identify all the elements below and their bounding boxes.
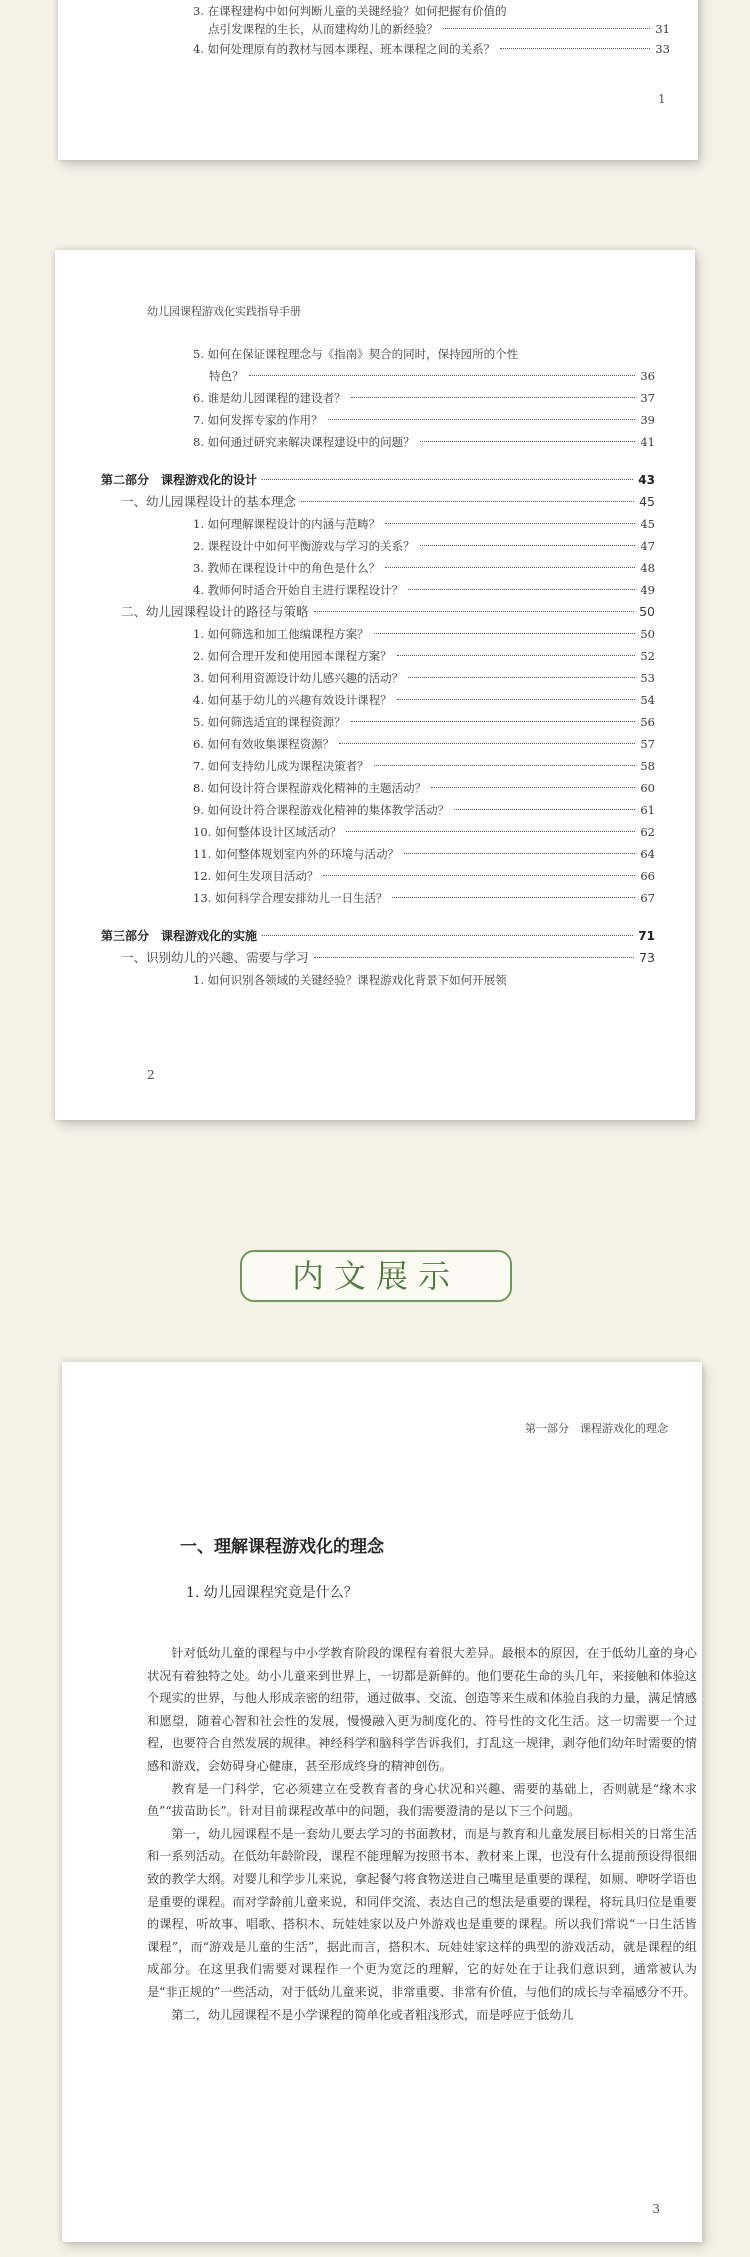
toc-entry-3: 3. 在课程建构中如何判断儿童的关键经验？如何把握有价值的	[193, 4, 507, 18]
toc-entry: 7. 如何支持幼儿成为课程决策者？ 58	[193, 759, 655, 773]
toc-section-heading: 二、幼儿园课程设计的路径与策略 50	[121, 604, 655, 619]
toc-entry: 9. 如何设计符合课程游戏化精神的集体教学活动？ 61	[193, 803, 655, 817]
toc-entry: 6. 谁是幼儿园课程的建设者？ 37	[193, 391, 655, 405]
toc-entry: 2. 课程设计中如何平衡游戏与学习的关系？ 47	[193, 539, 655, 553]
body-text	[147, 1642, 697, 2026]
content-preview-banner: 内文展示	[240, 1250, 512, 1302]
book-page-1	[58, 0, 698, 160]
toc-entry: 7. 如何发挥专家的作用？ 39	[193, 413, 655, 427]
chapter-title: 一、理解课程游戏化的理念	[180, 1537, 384, 1557]
page-number: 3	[652, 2202, 660, 2216]
toc-entry-continued: 特色？ 36	[209, 369, 655, 383]
toc-entry: 8. 如何通过研究来解决课程建设中的问题？ 41	[193, 435, 655, 449]
toc-entry: 3. 教师在课程设计中的角色是什么？ 48	[193, 561, 655, 575]
toc-entry: 11. 如何整体规划室内外的环境与活动？ 64	[193, 847, 655, 861]
toc-entry: 5. 如何筛选适宜的课程资源？ 56	[193, 715, 655, 729]
toc-part-heading: 第三部分 课程游戏化的实施 71	[101, 929, 655, 943]
toc-part-heading: 第二部分 课程游戏化的设计 43	[101, 473, 655, 487]
running-head: 第一部分 课程游戏化的理念	[525, 1422, 668, 1435]
page-number: 1	[658, 92, 666, 106]
paragraph: 针对低幼儿童的课程与中小学教育阶段的课程有着很大差异。最根本的原因，在于低幼儿童的身心状况有着独特之处。幼小儿童来到世界上，一切都是新鲜的。他们要花生命的头几年，来接触和体验这个现实的世界，与他人形成亲密的纽带，通过做事、交流、创造等来生成和体验自我的力量，满足情感和愿望，随着心智和社会性的发展，慢慢融入更为制度化的、符号性的文化生活。这一切需要一个过程，也要符合自然发展的规律。神经科学和脑科学告诉我们，打乱这一规律，剥夺他们幼年时需要的情感和游戏，会妨碍身心健康，甚至形成终身的精神创伤。	[147, 1646, 697, 1773]
toc-entry: 5. 如何在保证课程理念与《指南》契合的同时，保持园所的个性	[193, 347, 519, 361]
question-title: 1. 幼儿园课程究竟是什么？	[186, 1585, 358, 1601]
toc-section-heading: 一、幼儿园课程设计的基本理念 45	[121, 494, 655, 509]
toc-entry: 13. 如何科学合理安排幼儿一日生活？ 67	[193, 891, 655, 905]
toc-entry: 1. 如何理解课程设计的内涵与范畴？ 45	[193, 517, 655, 531]
toc-entry: 4. 教师何时适合开始自主进行课程设计？ 49	[193, 583, 655, 597]
paragraph: 教育是一门科学，它必须建立在受教育者的身心状况和兴趣、需要的基础上，否则就是“缘木求鱼”“拔苗助长”。针对目前课程改革中的问题，我们需要澄清的是以下三个问题。	[147, 1781, 697, 1819]
toc-section-heading: 一、识别幼儿的兴趣、需要与学习 73	[121, 950, 655, 965]
toc-entry: 8. 如何设计符合课程游戏化精神的主题活动？ 60	[193, 781, 655, 795]
toc-entry-3-continued: 点引发课程的生长，从而建构幼儿的新经验？ 31	[208, 22, 670, 36]
book-page-2	[55, 250, 695, 1120]
toc-entry: 1. 如何筛选和加工他编课程方案？ 50	[193, 627, 655, 641]
toc-entry: 3. 如何利用资源设计幼儿感兴趣的活动？ 53	[193, 671, 655, 685]
toc-entry: 10. 如何整体设计区域活动？ 62	[193, 825, 655, 839]
toc-entry: 2. 如何合理开发和使用园本课程方案？ 52	[193, 649, 655, 663]
paragraph: 第一，幼儿园课程不是一套幼儿要去学习的书面教材，而是与教育和儿童发展目标相关的日常生活和一系列活动。在低幼年龄阶段，课程不能理解为按照书本、教材来上课，也没有什么提前预设得很细致的教学大纲。对婴儿和学步儿来说，拿起餐勺将食物送进自己嘴里是重要的课程，如厕、咿呀学语也是重要的课程。而对学龄前儿童来说，和同伴交流、表达自己的想法是重要的课程，将玩具归位是重要的课程，听故事、唱歌、搭积木、玩娃娃家以及户外游戏也是重要的课程。所以我们常说“一日生活皆课程”，而“游戏是儿童的生活”，据此而言，搭积木、玩娃娃家这样的典型的游戏活动，就是课程的组成部分。在这里我们需要对课程作一个更为宽泛的理解，它的好处在于让我们意识到，通常被认为是“非正规的”一些活动，对于低幼儿童来说，非常重要、非常有价值，与他们的成长与幸福感分不开。	[147, 1826, 697, 1999]
running-head: 幼儿园课程游戏化实践指导手册	[147, 305, 301, 318]
toc-entry: 6. 如何有效收集课程资源？ 57	[193, 737, 655, 751]
page-number: 2	[147, 1068, 155, 1082]
toc-entry: 1. 如何识别各领域的关键经验？课程游戏化背景下如何开展领	[193, 973, 507, 987]
paragraph: 第二，幼儿园课程不是小学课程的简单化或者粗浅形式，而是呼应于低幼儿	[171, 2007, 574, 2022]
book-page-3	[62, 1362, 702, 2242]
toc-entry: 12. 如何生发项目活动？ 66	[193, 869, 655, 883]
toc-entry-4: 4. 如何处理原有的教材与园本课程、班本课程之间的关系？ 33	[193, 42, 670, 56]
toc-entry: 4. 如何基于幼儿的兴趣有效设计课程？ 54	[193, 693, 655, 707]
